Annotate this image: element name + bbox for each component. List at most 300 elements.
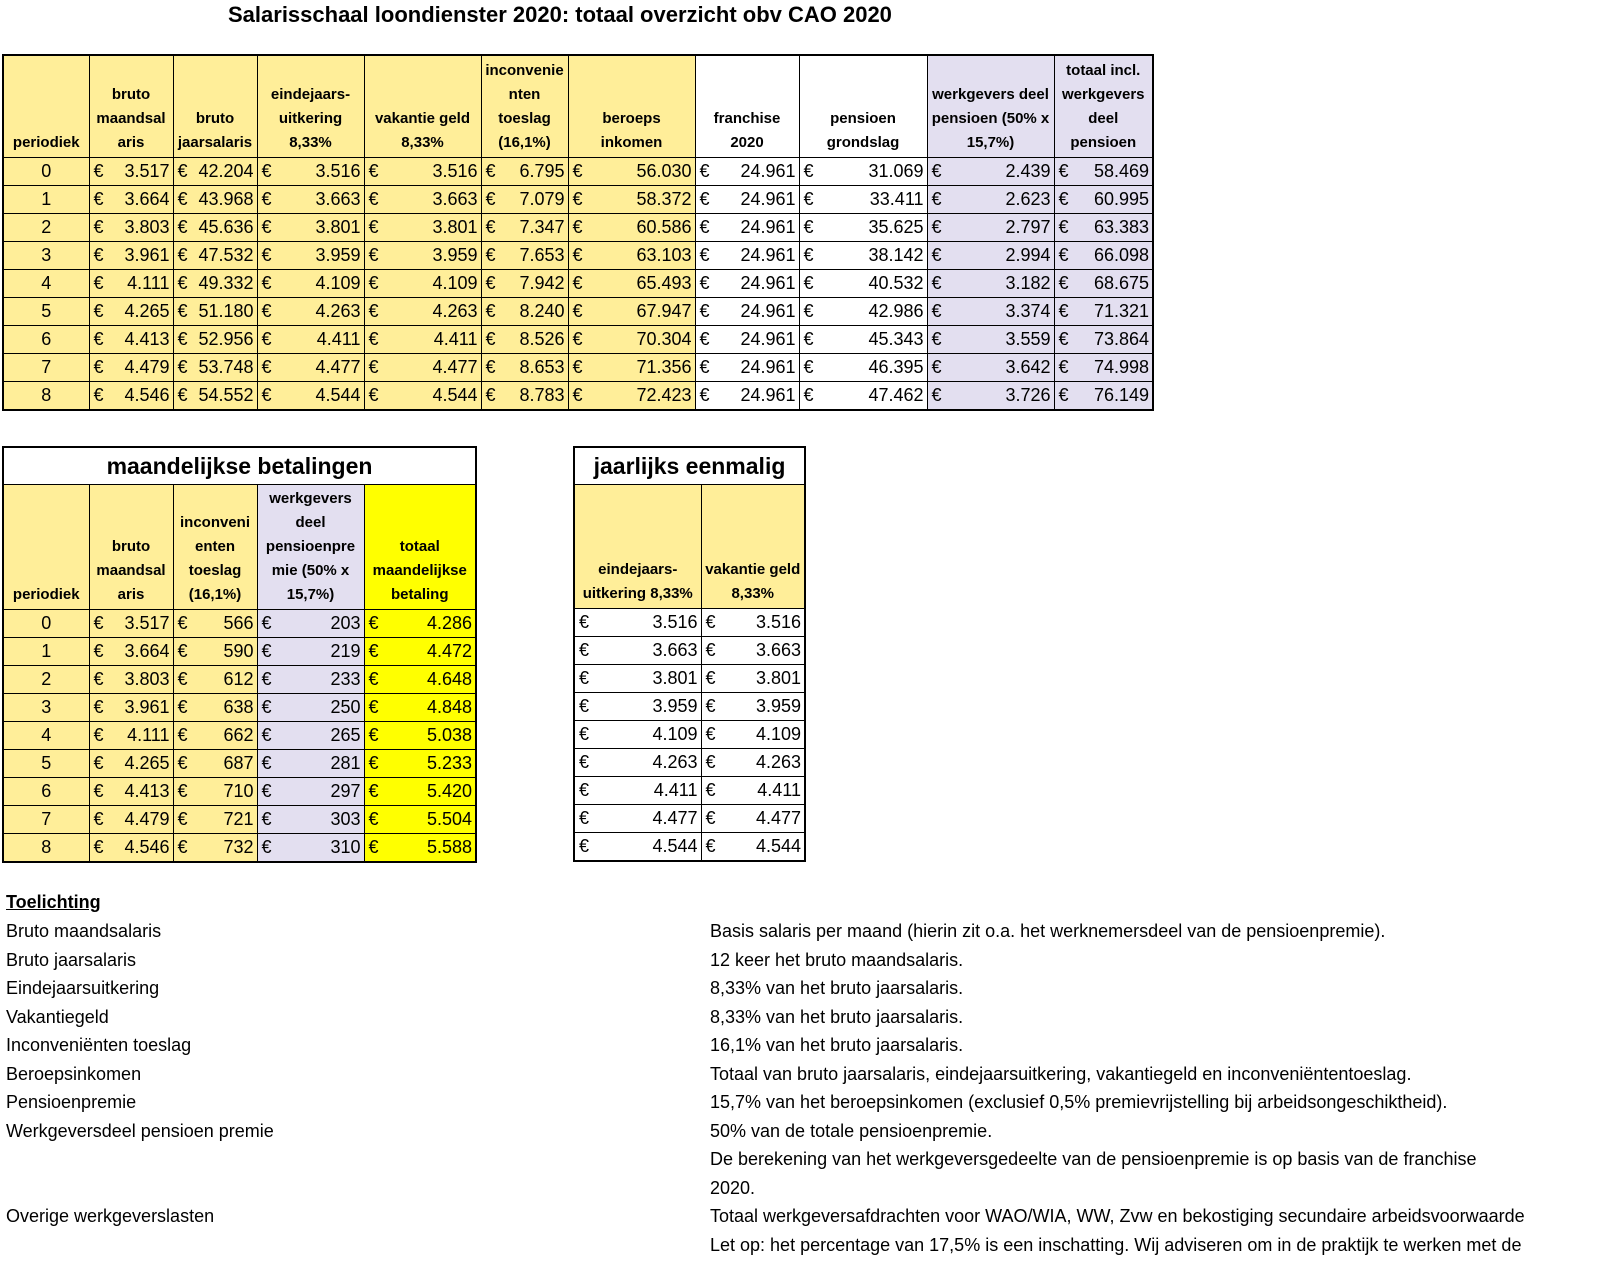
column-header: bruto maandsal aris: [89, 55, 173, 157]
cell-value: 45.636: [198, 216, 254, 237]
toelichting-term: Werkgeversdeel pensioen premie: [6, 1120, 274, 1141]
cell-value: 67.947: [636, 300, 692, 321]
cell-value: 35.625: [868, 216, 924, 237]
table-cell: [89, 381, 173, 410]
cell-value: 3.642: [1005, 356, 1051, 377]
cell-value: 4.411: [316, 328, 361, 349]
table-cell: [173, 213, 257, 241]
cell-value: 3.559: [1005, 328, 1051, 349]
currency-symbol: €: [803, 160, 814, 181]
table-cell: [568, 381, 695, 410]
table-row: [574, 637, 805, 665]
table-cell: [695, 381, 799, 410]
table-cell: [173, 694, 257, 722]
monthly-title: maandelijkse betalingen: [3, 447, 476, 485]
table-cell: [695, 157, 799, 185]
cell-value: 233: [330, 669, 361, 689]
cell-value: 4.544: [432, 384, 478, 405]
cell-value: 4.413: [124, 781, 170, 801]
table-cell: [257, 834, 364, 863]
table-cell: [257, 638, 364, 666]
table-cell: [481, 185, 568, 213]
periodiek-cell: 8: [3, 834, 89, 863]
cell-value: 4.477: [652, 808, 698, 828]
table-row: [574, 805, 805, 833]
currency-symbol: €: [572, 300, 583, 321]
table-cell: [927, 297, 1054, 325]
table-cell: [364, 241, 481, 269]
table-cell: [173, 269, 257, 297]
currency-symbol: €: [931, 300, 942, 321]
cell-value: 732: [223, 837, 254, 857]
table-row: [574, 665, 805, 693]
periodiek-cell: 3: [3, 694, 89, 722]
cell-value: 42.204: [198, 160, 254, 181]
table-cell: [695, 325, 799, 353]
table-row: [574, 749, 805, 777]
cell-value: 4.411: [757, 780, 801, 800]
currency-symbol: €: [93, 328, 104, 349]
table-cell: [799, 297, 927, 325]
toelichting-description: 15,7% van het beroepsinkomen (exclusief 0,5% premievrijstelling bij arbeidsongeschiktheid).: [710, 1092, 1448, 1112]
table-cell: [701, 777, 805, 805]
cell-value: 63.383: [1093, 216, 1149, 237]
table-row: [3, 381, 1153, 410]
cell-value: 2.439: [1005, 160, 1051, 181]
cell-value: 3.801: [432, 216, 478, 237]
currency-symbol: €: [931, 384, 942, 405]
cell-value: 590: [223, 641, 254, 661]
table-cell: [364, 638, 476, 666]
table-cell: [574, 805, 701, 833]
table-cell: [257, 610, 364, 638]
title-row: [574, 447, 805, 485]
table-cell: [89, 325, 173, 353]
currency-symbol: €: [931, 328, 942, 349]
table-cell: [89, 834, 173, 863]
table-cell: [481, 325, 568, 353]
table-cell: [257, 381, 364, 410]
table-cell: [364, 269, 481, 297]
cell-value: 2.994: [1005, 244, 1051, 265]
currency-symbol: €: [368, 613, 379, 633]
table-cell: [701, 609, 805, 637]
currency-symbol: €: [368, 753, 379, 773]
cell-value: 3.726: [1005, 384, 1051, 405]
column-header: bruto maandsal aris: [89, 485, 173, 610]
column-header: periodiek: [3, 55, 89, 157]
table-cell: [89, 213, 173, 241]
cell-value: 3.959: [652, 696, 698, 716]
table-row: [3, 666, 476, 694]
table-cell: [927, 213, 1054, 241]
table-cell: [799, 353, 927, 381]
cell-value: 31.069: [868, 160, 924, 181]
cell-value: 3.516: [315, 160, 361, 181]
currency-symbol: €: [368, 384, 379, 405]
table-row: [3, 610, 476, 638]
cell-value: 3.663: [315, 188, 361, 209]
currency-symbol: €: [177, 641, 188, 661]
currency-symbol: €: [93, 837, 104, 857]
cell-value: 265: [330, 725, 361, 745]
cell-value: 7.347: [519, 216, 565, 237]
currency-symbol: €: [485, 300, 496, 321]
cell-value: 3.959: [432, 244, 478, 265]
table-cell: [574, 721, 701, 749]
cell-value: 3.517: [124, 160, 170, 181]
table-cell: [1054, 297, 1153, 325]
periodiek-cell: 4: [3, 269, 89, 297]
currency-symbol: €: [485, 328, 496, 349]
column-header: inconvenie nten toeslag (16,1%): [481, 55, 568, 157]
cell-value: 4.544: [652, 836, 698, 856]
cell-value: 3.959: [755, 696, 801, 716]
table-cell: [89, 157, 173, 185]
table-cell: [173, 666, 257, 694]
table-row: [3, 353, 1153, 381]
currency-symbol: €: [93, 725, 104, 745]
currency-symbol: €: [485, 244, 496, 265]
table-cell: [927, 353, 1054, 381]
cell-value: 71.356: [636, 356, 692, 377]
table-cell: [89, 638, 173, 666]
periodiek-cell: 0: [3, 610, 89, 638]
cell-value: 4.109: [652, 724, 698, 744]
currency-symbol: €: [261, 188, 272, 209]
cell-value: 612: [223, 669, 254, 689]
cell-value: 6.795: [519, 160, 565, 181]
cell-value: 46.395: [868, 356, 924, 377]
cell-value: 58.469: [1093, 160, 1149, 181]
table-cell: [89, 297, 173, 325]
toelichting-term: Bruto jaarsalaris: [6, 949, 137, 970]
cell-value: 54.552: [198, 384, 254, 405]
currency-symbol: €: [368, 356, 379, 377]
cell-value: 4.263: [315, 300, 361, 321]
table-row: [574, 721, 805, 749]
cell-value: 4.263: [432, 300, 478, 321]
table-cell: [481, 269, 568, 297]
currency-symbol: €: [261, 613, 272, 633]
cell-value: 3.516: [432, 160, 478, 181]
cell-value: 24.961: [740, 328, 796, 349]
table-cell: [257, 157, 364, 185]
currency-symbol: €: [572, 328, 583, 349]
currency-symbol: €: [699, 216, 710, 237]
table-cell: [173, 297, 257, 325]
table-cell: [364, 157, 481, 185]
table-cell: [701, 637, 805, 665]
table-cell: [1054, 241, 1153, 269]
currency-symbol: €: [368, 160, 379, 181]
cell-value: 3.663: [755, 640, 801, 660]
currency-symbol: €: [177, 697, 188, 717]
cell-value: 42.986: [868, 300, 924, 321]
cell-value: 49.332: [198, 272, 254, 293]
cell-value: 3.961: [124, 244, 170, 265]
table-cell: [257, 325, 364, 353]
currency-symbol: €: [803, 272, 814, 293]
currency-symbol: €: [705, 612, 716, 632]
table-row: [574, 833, 805, 862]
table-row: [3, 694, 476, 722]
table-row: [3, 834, 476, 863]
currency-symbol: €: [177, 356, 188, 377]
toelichting-heading: Toelichting: [6, 892, 101, 912]
cell-value: 63.103: [636, 244, 692, 265]
cell-value: 4.411: [653, 780, 698, 800]
cell-value: 710: [223, 781, 254, 801]
table-cell: [89, 806, 173, 834]
cell-value: 4.546: [124, 384, 170, 405]
currency-symbol: €: [803, 216, 814, 237]
cell-value: 3.803: [124, 669, 170, 689]
table-row: [3, 213, 1153, 241]
currency-symbol: €: [931, 188, 942, 209]
table-cell: [799, 213, 927, 241]
currency-symbol: €: [1058, 160, 1069, 181]
table-cell: [927, 325, 1054, 353]
currency-symbol: €: [572, 356, 583, 377]
table-cell: [173, 325, 257, 353]
table-cell: [89, 694, 173, 722]
periodiek-cell: 1: [3, 185, 89, 213]
cell-value: 24.961: [740, 272, 796, 293]
table-cell: [701, 693, 805, 721]
cell-value: 4.109: [432, 272, 478, 293]
cell-value: 38.142: [868, 244, 924, 265]
currency-symbol: €: [485, 356, 496, 377]
currency-symbol: €: [931, 356, 942, 377]
currency-symbol: €: [579, 640, 590, 660]
cell-value: 24.961: [740, 216, 796, 237]
table-row: [3, 722, 476, 750]
table-cell: [701, 805, 805, 833]
cell-value: 56.030: [636, 160, 692, 181]
currency-symbol: €: [368, 697, 379, 717]
cell-value: 4.411: [433, 328, 478, 349]
toelichting-description: 50% van de totale pensioenpremie.: [710, 1120, 993, 1141]
cell-value: 4.472: [426, 641, 472, 661]
cell-value: 40.532: [868, 272, 924, 293]
table-cell: [927, 381, 1054, 410]
cell-value: 7.653: [519, 244, 565, 265]
table-cell: [481, 241, 568, 269]
table-cell: [173, 353, 257, 381]
cell-value: 24.961: [740, 188, 796, 209]
toelichting-term: Inconveniënten toeslag: [6, 1035, 192, 1055]
column-header: bruto jaarsalaris: [173, 55, 257, 157]
currency-symbol: €: [261, 328, 272, 349]
cell-value: 71.321: [1093, 300, 1149, 321]
currency-symbol: €: [368, 216, 379, 237]
cell-value: 2.797: [1005, 216, 1051, 237]
periodiek-cell: 7: [3, 353, 89, 381]
currency-symbol: €: [93, 356, 104, 377]
table-cell: [701, 721, 805, 749]
currency-symbol: €: [485, 216, 496, 237]
periodiek-cell: 5: [3, 297, 89, 325]
currency-symbol: €: [261, 356, 272, 377]
cell-value: 3.663: [652, 640, 698, 660]
currency-symbol: €: [368, 669, 379, 689]
yearly-once-table: [573, 446, 806, 862]
cell-value: 638: [223, 697, 254, 717]
table-cell: [568, 185, 695, 213]
currency-symbol: €: [177, 272, 188, 293]
currency-symbol: €: [803, 188, 814, 209]
currency-symbol: €: [699, 328, 710, 349]
currency-symbol: €: [699, 188, 710, 209]
table-cell: [173, 157, 257, 185]
cell-value: 60.995: [1093, 188, 1149, 209]
currency-symbol: €: [261, 272, 272, 293]
currency-symbol: €: [705, 752, 716, 772]
currency-symbol: €: [177, 613, 188, 633]
cell-value: 4.479: [124, 809, 170, 829]
cell-value: 3.516: [652, 612, 698, 632]
cell-value: 3.517: [124, 613, 170, 633]
table-cell: [364, 806, 476, 834]
cell-value: 4.265: [124, 300, 170, 321]
toelichting-term: Bruto maandsalaris: [6, 921, 162, 941]
column-header: inconveni enten toeslag (16,1%): [173, 485, 257, 610]
table-row: [3, 325, 1153, 353]
table-cell: [574, 693, 701, 721]
table-cell: [574, 833, 701, 862]
currency-symbol: €: [177, 188, 188, 209]
currency-symbol: €: [705, 696, 716, 716]
currency-symbol: €: [931, 244, 942, 265]
table-row: [3, 185, 1153, 213]
table-cell: [695, 269, 799, 297]
cell-value: 47.532: [198, 244, 254, 265]
currency-symbol: €: [177, 753, 188, 773]
cell-value: 4.263: [652, 752, 698, 772]
cell-value: 2.623: [1005, 188, 1051, 209]
currency-symbol: €: [93, 613, 104, 633]
table-cell: [1054, 157, 1153, 185]
periodiek-cell: 2: [3, 213, 89, 241]
table-cell: [89, 610, 173, 638]
periodiek-cell: 2: [3, 666, 89, 694]
toelichting-description: 8,33% van het bruto jaarsalaris.: [710, 1006, 964, 1027]
cell-value: 4.286: [426, 613, 472, 633]
table-cell: [1054, 185, 1153, 213]
currency-symbol: €: [177, 837, 188, 857]
cell-value: 73.864: [1093, 328, 1149, 349]
currency-symbol: €: [261, 725, 272, 745]
currency-symbol: €: [93, 160, 104, 181]
currency-symbol: €: [485, 272, 496, 293]
table-cell: [927, 185, 1054, 213]
table-cell: [574, 777, 701, 805]
currency-symbol: €: [579, 668, 590, 688]
cell-value: 4.109: [755, 724, 801, 744]
yearly-title: jaarlijks eenmalig: [574, 447, 805, 485]
cell-value: 7.079: [519, 188, 565, 209]
currency-symbol: €: [699, 300, 710, 321]
currency-symbol: €: [803, 384, 814, 405]
table-cell: [1054, 269, 1153, 297]
currency-symbol: €: [177, 300, 188, 321]
table-cell: [927, 269, 1054, 297]
table-cell: [574, 665, 701, 693]
currency-symbol: €: [485, 160, 496, 181]
table-cell: [257, 269, 364, 297]
cell-value: 8.526: [519, 328, 565, 349]
table-cell: [574, 749, 701, 777]
page-title: Salarisschaal loondienster 2020: totaal overzicht obv CAO 2020: [228, 2, 892, 27]
table-cell: [701, 833, 805, 862]
cell-value: 24.961: [740, 356, 796, 377]
toelichting-description: 12 keer het bruto maandsalaris.: [710, 949, 964, 970]
table-row: [3, 157, 1153, 185]
table-row: [3, 806, 476, 834]
table-cell: [89, 722, 173, 750]
cell-value: 4.848: [426, 697, 472, 717]
toelichting-term: Beroepsinkomen: [6, 1063, 142, 1084]
currency-symbol: €: [1058, 216, 1069, 237]
currency-symbol: €: [261, 216, 272, 237]
currency-symbol: €: [177, 216, 188, 237]
periodiek-cell: 8: [3, 381, 89, 410]
cell-value: 24.961: [740, 160, 796, 181]
cell-value: 4.479: [124, 356, 170, 377]
toelichting-term: Vakantiegeld: [6, 1006, 109, 1027]
table-cell: [799, 241, 927, 269]
currency-symbol: €: [177, 384, 188, 405]
column-header: totaal incl. werkgevers deel pensioen: [1054, 55, 1153, 157]
cell-value: 566: [223, 613, 254, 633]
toelichting-description: Let op: het percentage van 17,5% is een inschatting. Wij adviseren om in de praktijk te werken met de: [710, 1234, 1522, 1255]
table-cell: [364, 185, 481, 213]
table-cell: [173, 778, 257, 806]
currency-symbol: €: [261, 809, 272, 829]
table-cell: [364, 297, 481, 325]
table-cell: [799, 185, 927, 213]
cell-value: 3.959: [315, 244, 361, 265]
table-cell: [799, 381, 927, 410]
cell-value: 4.111: [127, 725, 170, 745]
currency-symbol: €: [368, 328, 379, 349]
toelichting-description: Basis salaris per maand (hierin zit o.a. het werknemersdeel van de pensioenpremie).: [710, 921, 1386, 941]
table-cell: [257, 694, 364, 722]
table-cell: [481, 213, 568, 241]
table-cell: [173, 722, 257, 750]
currency-symbol: €: [93, 697, 104, 717]
periodiek-cell: 4: [3, 722, 89, 750]
cell-value: 4.263: [755, 752, 801, 772]
currency-symbol: €: [931, 216, 942, 237]
table-cell: [257, 666, 364, 694]
currency-symbol: €: [579, 780, 590, 800]
table-cell: [695, 241, 799, 269]
cell-value: 3.801: [315, 216, 361, 237]
table-cell: [173, 381, 257, 410]
table-cell: [695, 185, 799, 213]
currency-symbol: €: [261, 244, 272, 265]
table-cell: [173, 610, 257, 638]
table-cell: [364, 778, 476, 806]
cell-value: 24.961: [740, 300, 796, 321]
monthly-payments-table: [2, 446, 477, 863]
table-cell: [173, 750, 257, 778]
currency-symbol: €: [93, 781, 104, 801]
currency-symbol: €: [368, 781, 379, 801]
cell-value: 68.675: [1093, 272, 1149, 293]
